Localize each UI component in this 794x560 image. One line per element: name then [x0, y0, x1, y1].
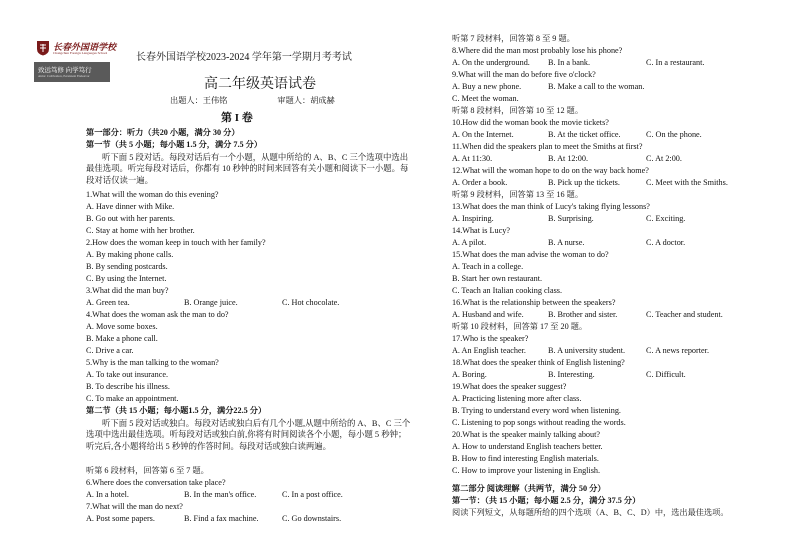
material-6-heading: 听第 6 段材料，回答第 6 至 7 题。 — [86, 466, 209, 475]
q2-option-b: B. By sending postcards. — [86, 262, 168, 271]
logo-top-band — [34, 38, 116, 60]
q15-option-b: B. Start her own restaurant. — [452, 274, 543, 283]
q1-option-a: A. Have dinner with Mike. — [86, 202, 175, 211]
q5-option-b: B. To describe his illness. — [86, 382, 170, 391]
q13-option-b: B. Surprising. — [548, 214, 594, 223]
q20-option-a: A. How to understand English teachers better. — [452, 442, 603, 451]
q1-option-b: B. Go out with her parents. — [86, 214, 175, 223]
material-7-heading: 听第 7 段材料，回答第 8 至 9 题。 — [452, 34, 575, 43]
q12-option-b: B. Pick up the tickets. — [548, 178, 620, 187]
part2-heading: 第二部分 阅读理解（共两节，满分 50 分） — [452, 484, 606, 493]
q14-option-a: A. A pilot. — [452, 238, 487, 247]
material-9-heading: 听第 9 段材料，回答第 13 至 16 题。 — [452, 190, 584, 199]
q7-option-a: A. Post some papers. — [86, 514, 155, 523]
q19-option-b: B. Trying to understand every word when listening. — [452, 406, 621, 415]
logo-motto-en: Aims: Cultivation, Persistent Endeavor — [38, 74, 90, 78]
question-15: 15.What does the man advise the woman to do? — [452, 250, 609, 259]
question-4: 4.What does the woman ask the man to do? — [86, 310, 229, 319]
q2-option-a: A. By making phone calls. — [86, 250, 174, 259]
q15-option-a: A. Teach in a college. — [452, 262, 524, 271]
logo-motto: 致远笃修 向学笃行 — [38, 67, 92, 74]
q1-option-c: C. Stay at home with her brother. — [86, 226, 195, 235]
question-18: 18.What does the speaker think of English listening? — [452, 358, 625, 367]
q17-option-c: C. A news reporter. — [646, 346, 709, 355]
q4-option-c: C. Drive a car. — [86, 346, 134, 355]
question-8: 8.Where did the man most probably lose his phone? — [452, 46, 623, 55]
q6-option-b: B. In the man's office. — [184, 490, 257, 499]
q8-option-a: A. On the underground. — [452, 58, 530, 67]
q12-option-a: A. Order a book. — [452, 178, 508, 187]
q14-option-b: B. A nurse. — [548, 238, 585, 247]
section1-instructions: 听下面 5 段对话。每段对话后有一个小题，从题中所给的 A、B、C 三个选项中选出最佳选项。听完每段对话后，你都有 10 秒钟的时间来回答有关小题和阅读下一小题。每段对话仅读一遍。 — [86, 153, 409, 185]
q19-option-a: A. Practicing listening more after class. — [452, 394, 582, 403]
exam-title: 长春外国语学校2023-2024 学年第一学期月考考试 — [136, 52, 352, 63]
part1-heading: 第一部分：听力（共20 小题，满分 30 分） — [86, 128, 240, 137]
question-17: 17.Who is the speaker? — [452, 334, 529, 343]
q13-option-a: A. Inspiring. — [452, 214, 494, 223]
part2-section1-heading: 第一节：（共 15 小题；每小题 2.5 分，满分 37.5 分） — [452, 496, 641, 505]
question-7: 7.What will the man do next? — [86, 502, 183, 511]
q4-option-a: A. Move some boxes. — [86, 322, 158, 331]
q3-option-c: C. Hot chocolate. — [282, 298, 340, 307]
q12-option-c: C. Meet with the Smiths. — [646, 178, 728, 187]
q13-option-c: C. Exciting. — [646, 214, 686, 223]
logo-school-name: 长春外国语学校 — [53, 42, 117, 52]
logo-motto-bar — [34, 62, 110, 82]
section1-heading: 第一节（共 5 小题；每小题 1.5 分，满分 7.5 分） — [86, 140, 263, 149]
question-19: 19.What does the speaker suggest? — [452, 382, 567, 391]
q7-option-c: C. Go downstairs. — [282, 514, 342, 523]
question-1: 1.What will the woman do this evening? — [86, 190, 219, 199]
q9-option-b: B. Make a call to the woman. — [548, 82, 645, 91]
question-2: 2.How does the woman keep in touch with her family? — [86, 238, 266, 247]
paper-title: 高二年级英语试卷 — [204, 77, 316, 92]
question-5: 5.Why is the man talking to the woman? — [86, 358, 219, 367]
material-10-heading: 听第 10 段材料，回答第 17 至 20 题。 — [452, 322, 588, 331]
setter: 出题人：王伟铭 — [170, 96, 228, 105]
q5-option-c: C. To make an appointment. — [86, 394, 179, 403]
q16-option-b: B. Brother and sister. — [548, 310, 618, 319]
school-emblem-icon — [36, 40, 50, 56]
q8-option-b: B. In a bank. — [548, 58, 591, 67]
q18-option-a: A. Boring. — [452, 370, 487, 379]
q11-option-a: A. At 11:30. — [452, 154, 493, 163]
question-10: 10.How did the woman book the movie tickets? — [452, 118, 609, 127]
q10-option-b: B. At the ticket office. — [548, 130, 621, 139]
q11-option-b: B. At 12:00. — [548, 154, 589, 163]
q18-option-c: C. Difficult. — [646, 370, 686, 379]
q6-option-a: A. In a hotel. — [86, 490, 129, 499]
question-9: 9.What will the man do before five o'clock? — [452, 70, 596, 79]
section2-instructions: 听下面 5 段对话或独白。每段对话或独白后有几个小题,从题中所给的 A、B、C 三个选项中选出最佳选项。听每段对话或独白前,你将有时间阅读各个小题，每小题 5 秒钟；听完后,各小题将给出 5 秒钟的作答时间。每段对话或独白读两遍。 — [86, 419, 411, 451]
section2-heading: 第二节（共 15 小题；每小题1.5 分，满分22.5 分） — [86, 406, 267, 415]
q11-option-c: C. At 2:00. — [646, 154, 682, 163]
question-12: 12.What will the woman hope to do on the way back home? — [452, 166, 649, 175]
q20-option-b: B. How to find interesting English materials. — [452, 454, 599, 463]
part2-instructions: 阅读下列短文，从每题所给的四个选项（A、B、C、D）中，选出最佳选项。 — [452, 508, 729, 517]
q10-option-a: A. On the Internet. — [452, 130, 514, 139]
q17-option-a: A. An English teacher. — [452, 346, 526, 355]
question-20: 20.What is the speaker mainly talking about? — [452, 430, 601, 439]
q18-option-b: B. Interesting. — [548, 370, 595, 379]
volume-heading: 第 I 卷 — [221, 112, 253, 124]
question-13: 13.What does the man think of Lucy's taking flying lessons? — [452, 202, 650, 211]
q16-option-c: C. Teacher and student. — [646, 310, 723, 319]
question-6: 6.Where does the conversation take place? — [86, 478, 226, 487]
q16-option-a: A. Husband and wife. — [452, 310, 524, 319]
q9-option-a: A. Buy a new phone. — [452, 82, 522, 91]
question-3: 3.What did the man buy? — [86, 286, 169, 295]
q14-option-c: C. A doctor. — [646, 238, 686, 247]
reviewer: 审题人：胡成赫 — [277, 96, 335, 105]
q15-option-c: C. Teach an Italian cooking class. — [452, 286, 562, 295]
q7-option-b: B. Find a fax machine. — [184, 514, 259, 523]
q20-option-c: C. How to improve your listening in English. — [452, 466, 601, 475]
question-16: 16.What is the relationship between the speakers? — [452, 298, 616, 307]
paper-authors — [170, 95, 335, 106]
q5-option-a: A. To take out insurance. — [86, 370, 169, 379]
q19-option-c: C. Listening to pop songs without reading the words. — [452, 418, 626, 427]
q3-option-a: A. Green tea. — [86, 298, 130, 307]
question-11: 11.When did the speakers plan to meet the Smiths at first? — [452, 142, 643, 151]
q8-option-c: C. In a restaurant. — [646, 58, 705, 67]
q2-option-c: C. By using the Internet. — [86, 274, 167, 283]
logo-school-name-en: Changchun Foreign Languages School — [53, 51, 108, 55]
q17-option-b: B. A university student. — [548, 346, 626, 355]
q3-option-b: B. Orange juice. — [184, 298, 238, 307]
q6-option-c: C. In a post office. — [282, 490, 343, 499]
q9-option-c: C. Meet the woman. — [452, 94, 519, 103]
question-14: 14.What is Lucy? — [452, 226, 510, 235]
material-8-heading: 听第 8 段材料，回答第 10 至 12 题。 — [452, 106, 584, 115]
q4-option-b: B. Make a phone call. — [86, 334, 158, 343]
q10-option-c: C. On the phone. — [646, 130, 702, 139]
school-logo — [34, 38, 116, 86]
